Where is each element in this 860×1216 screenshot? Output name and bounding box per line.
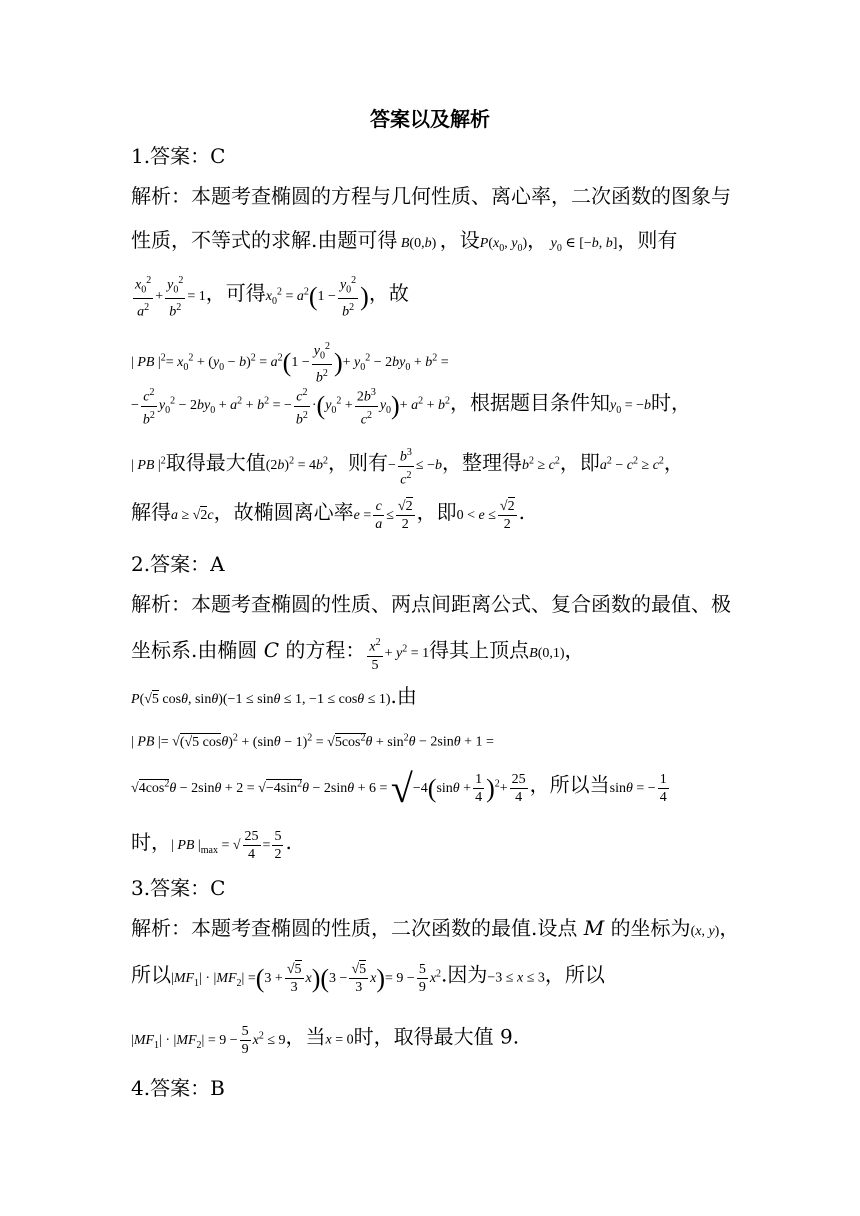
q2-formula-line-5: $√4\cos^2\theta - 2\sin\theta + 2 = √-4\sin^2\theta - 2\sin\theta + 6 = √-4(\sin\theta$ + $\frac{1}{4}$ )$^2$+ $\frac{25}{4}$ ，所以当sinθ = − $\frac{1}{4}$ <box>131 765 667 811</box>
q1-formula-line-4: | PB $|^2= x_0^2 + (y_0 - b)^2 = a^2(1$ − $\frac{y_0^2}{b^2}$ )+ $y_0^2 - 2by_0 + b^2$ = <box>131 338 449 387</box>
q2-explanation-line-1: 解析：本题考查椭圆的性质、两点间距离公式、复合函数的最值、极 <box>131 592 731 616</box>
q1-explanation-line-3: $\frac{x_0^2}{a^2}$ + $\frac{y_0^2}{b^2}$ = 1，可得$x_0^2 = a^2(1$ − $\frac{y_0^2}{b^2}$ )，故 <box>131 272 409 321</box>
q2-formula-line-3: P(√5 cosθ, sinθ)(−1 ≤ sinθ ≤ 1, −1 ≤ cosθ ≤ 1).由 <box>131 684 417 708</box>
answer-1: 1.答案：C <box>131 144 226 168</box>
q2-explanation-line-2: 坐标系.由椭圆 C 的方程： $\frac{x^2}{5}$ + $y^2 = 1$得其上顶点B(0,1)， <box>131 634 585 674</box>
q1-explanation-line-1: 解析：本题考查椭圆的方程与几何性质、离心率，二次函数的图象与 <box>131 184 731 208</box>
q1-formula-line-5: − $\frac{c^2}{b^2}$ $y_0^2 - 2by_0 + a^2 + b^2$ = − $\frac{c^2}{b^2}$ $\cdot(y_0^2$ + $\frac{2b^3}{c^2}$ $y_0)+ a^2 + b^2$，根据题目条件知$y_0 = -b$时， <box>131 384 691 428</box>
q1-explanation-line-2: 性质，不等式的求解.由题可得 B(0,b) ，设$P(x_0$, $y_0$)， $y_0$ ∈ [−b, b]，则有 <box>131 228 678 254</box>
q3-explanation-line-1: 解析：本题考查椭圆的性质，二次函数的最值.设点 M 的坐标为(x, y)， <box>131 916 740 940</box>
answer-4: 4.答案：B <box>131 1076 225 1100</box>
q1-explanation-line-7: 解得a ≥ √2c，故椭圆离心率e = $\frac{c}{a}$ ≤ $\frac{√2}{2}$ ，即0 < e ≤ $\frac{√2}{2}$ . <box>131 499 525 533</box>
q2-explanation-line-6: 时，| PB $|_{max}$ = √ $\frac{25}{4}$ = $\frac{5}{2}$ . <box>131 829 292 863</box>
q1-explanation-line-6: | PB $|^2$取得最大值$(2b)^2 = 4b^2$，则有− $\frac{b^3}{c^2}$ ≤ −b，整理得$b^2 \ge c^2$，即$a^2 - c^2 \ge c^2$， <box>131 444 684 488</box>
answer-2: 2.答案：A <box>131 552 225 576</box>
answer-3: 3.答案：C <box>131 876 226 900</box>
page-title: 答案以及解析 <box>370 107 490 131</box>
q3-formula-line-2: 所以$|MF_1| \cdot |MF_2| =(3$ + $\frac{√5}{3}$ x)(3 − $\frac{√5}{3}$ x)= 9 − $\frac{5}{9}$ $x^2$.因为−3 ≤ x ≤ 3，所以 <box>131 961 605 995</box>
q2-formula-line-4: | PB |= √(√5 $\cos\theta)^2 + (\sin\theta - 1)^2 = √5\cos^2\theta + \sin^2\theta - 2\sin\theta + 1$ = <box>131 732 494 750</box>
q3-formula-line-3: $|MF_1| \cdot |MF_2| = 9$ − $\frac{5}{9}$ $x^2 \le 9$，当x = 0时，取得最大值 9. <box>131 1023 520 1057</box>
